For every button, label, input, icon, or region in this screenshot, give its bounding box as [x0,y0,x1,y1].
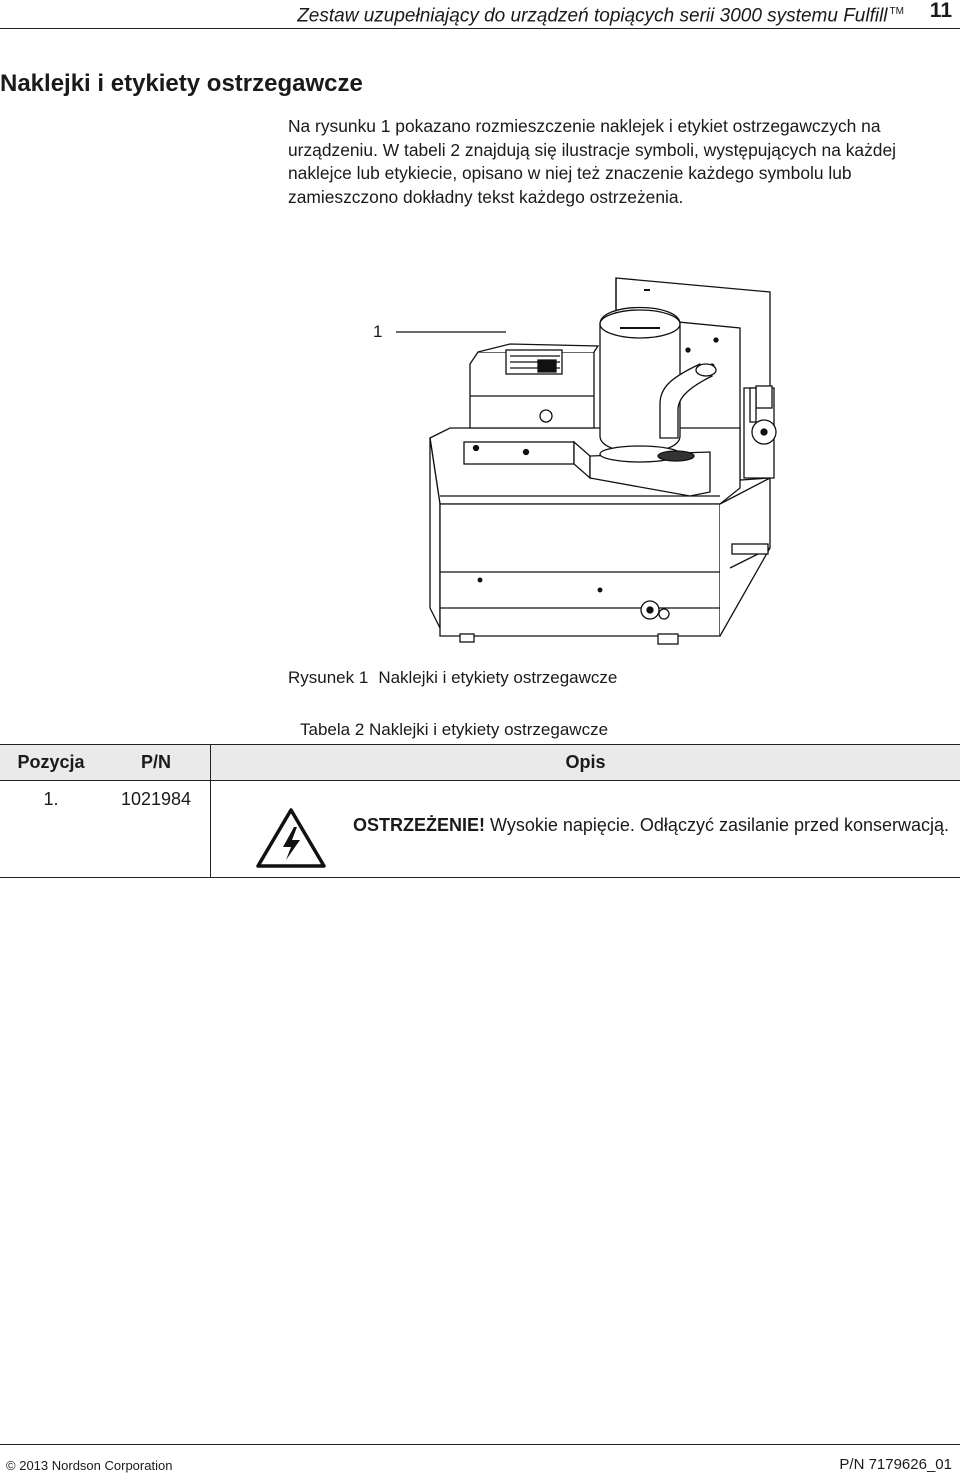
warning-bold: OSTRZEŻENIE! [353,815,485,835]
warning-labels-table [0,744,960,878]
cell-description [211,781,960,878]
header-pn: P/N [102,745,211,781]
trademark-symbol: TM [890,6,904,17]
cell-pn: 1021984 [102,781,211,878]
warning-body: Wysokie napięcie. Odłączyć zasilanie przed konserwacją. [485,815,949,835]
table-caption: Tabela 2 Naklejki i etykiety ostrzegawcze [300,720,608,740]
melter-illustration [360,268,800,660]
page-header [0,0,960,29]
copyright: © 2013 Nordson Corporation [6,1458,172,1473]
page-number: 11 [930,0,952,22]
figure-caption: Rysunek 1 Naklejki i etykiety ostrzegawcze [288,668,617,688]
header-opis: Opis [211,745,960,781]
warning-text [353,815,949,835]
copyright-symbol: © [6,1458,16,1473]
page-footer [0,1444,960,1477]
table-header-row [0,745,960,781]
figure-callout: 1 [373,322,382,342]
header-title: Zestaw uzupełniający do urządzeń topiących serii 3000 systemu Fulfill ™ [297,1,904,27]
section-title: Naklejki i etykiety ostrzegawcze [0,70,363,98]
part-number: P/N 7179626_01 [839,1456,952,1473]
table-row [0,781,960,878]
cell-item: 1. [0,781,102,878]
header-pozycja: Pozycja [0,745,102,781]
intro-paragraph: Na rysunku 1 pokazano rozmieszczenie naklejek i etykiet ostrzegawczych na urządzeniu. W tabeli 2 znajdują się ilustracje symboli, występujących na każdej naklejce lub etykiecie, opisano w niej też znaczenie każdego symbolu lub zamieszczono dokładny tekst każdego ostrzeżenia. [288,115,960,209]
high-voltage-warning-icon [255,807,327,869]
